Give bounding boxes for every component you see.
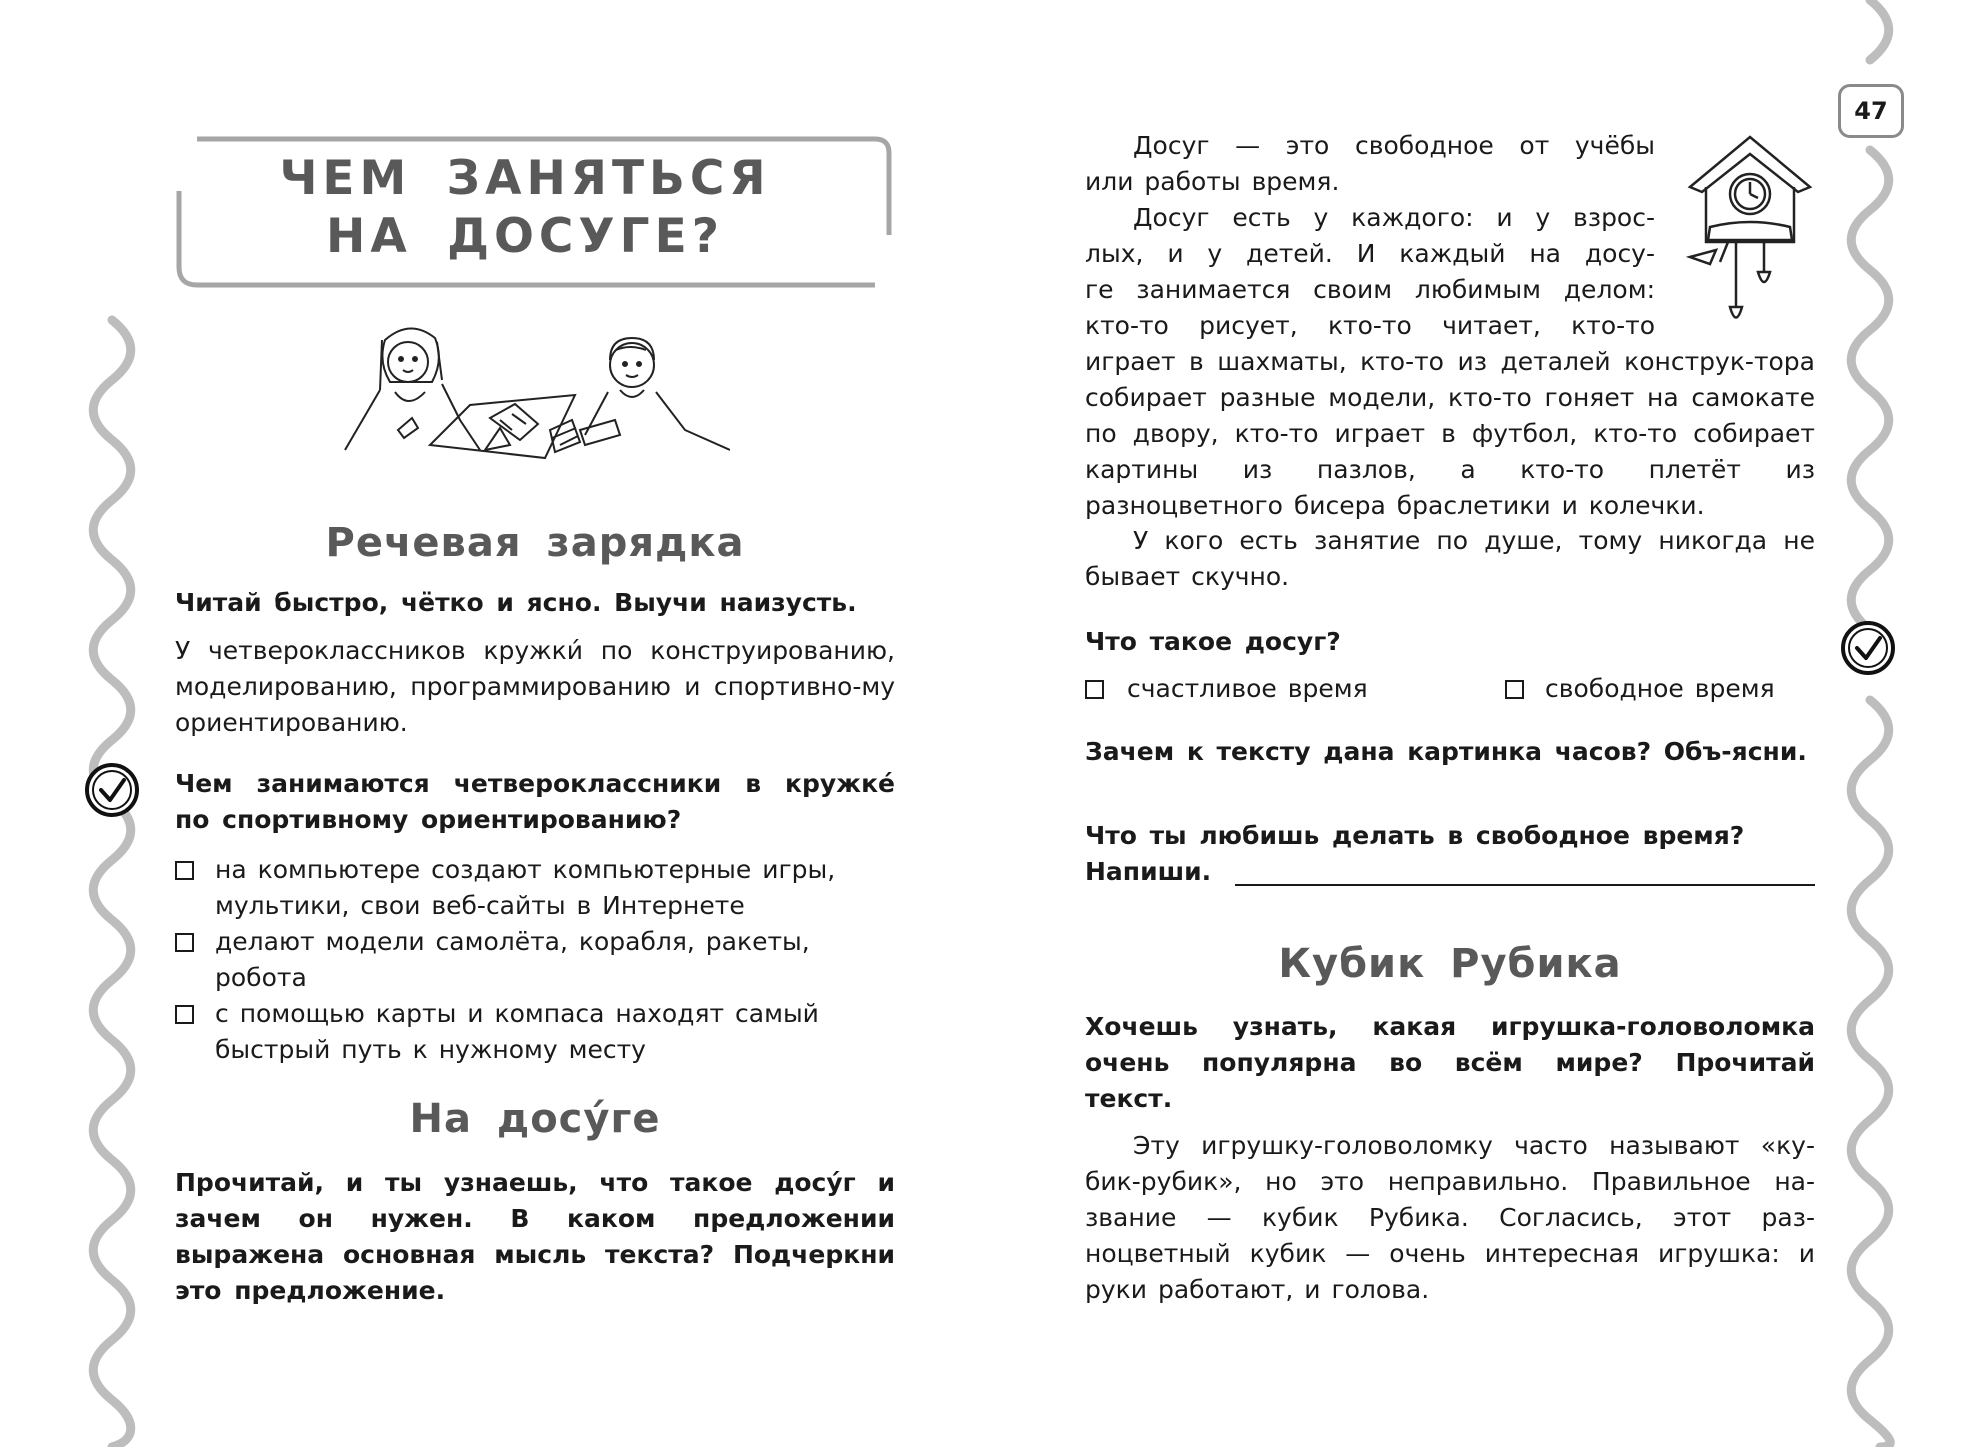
section-heading-na-dosuge: На досу́ге [409, 1096, 661, 1142]
checkbox-icon[interactable] [175, 1005, 194, 1024]
kubik-instruction: Хочешь узнать, какая игрушка-головоломка очень популярна во всём мире? Прочитай текст. [1085, 1012, 1815, 1113]
question-why-clock: Зачем к тексту дана картинка часов? Объ-ясни. [1085, 737, 1807, 766]
cuckoo-clock-illustration [1680, 132, 1820, 332]
page-title [195, 150, 855, 266]
title-line-1: ЧЕМ ЗАНЯТЬСЯ [279, 151, 771, 206]
right-wavy-border [1840, 0, 1900, 1447]
option-1-line-1: на компьютере создают компьютерные игры, [215, 855, 836, 884]
checkbox-icon[interactable] [1505, 680, 1524, 699]
option-3-line-1: с помощью карты и компаса находят самый [215, 999, 819, 1028]
para2-line-2: лых, и у детей. И каждый на досу- [1085, 239, 1655, 268]
write-label: Напиши. [1085, 857, 1212, 886]
rechevaya-instruction: Читай быстро, чётко и ясно. Выучи наизусть. [175, 588, 857, 617]
answer-line[interactable] [1235, 884, 1815, 886]
checkmark-icon [84, 762, 140, 818]
section-heading-rechevaya: Речевая зарядка [325, 520, 745, 566]
kubik-text-body: Эту игрушку-головоломку часто называют «ку-бик-рубик», но это неправильно. Правильное на-звание — кубик Рубика. Согласись, этот раз-ноцветный кубик — очень интересная игрушка: и руки работают, и голова. [1085, 1131, 1815, 1304]
q1-option-1-label: счастливое время [1127, 674, 1368, 703]
rechevaya-question: Чем занимаются четвероклассники в кружке́ по спортивному ориентированию? [175, 769, 895, 834]
para2-line-1: Досуг есть у каждого: и у взрос- [1133, 203, 1655, 232]
page-number: 47 [1838, 84, 1904, 138]
question-free-time: Что ты любишь делать в свободное время? [1085, 821, 1745, 850]
checkbox-icon[interactable] [1085, 680, 1104, 699]
checkbox-icon[interactable] [175, 933, 194, 952]
q1-option-2-label: свободное время [1545, 674, 1775, 703]
title-line-2: НА ДОСУГЕ? [326, 209, 724, 264]
section-heading-kubik: Кубик Рубика [1278, 941, 1622, 987]
option-1-line-2: мультики, свои веб-сайты в Интернете [215, 891, 745, 920]
para2-line-4: кто-то рисует, кто-то читает, кто-то [1085, 311, 1655, 340]
para1-line-1: Досуг — это свободное от учёбы [1133, 131, 1655, 160]
option-2-line-1: делают модели самолёта, корабля, ракеты, [215, 927, 810, 956]
question-what-is-dosug: Что такое досуг? [1085, 627, 1341, 656]
left-wavy-border [82, 0, 142, 1447]
na-dosuge-instruction: Прочитай, и ты узнаешь, что такое досу́г и зачем он нужен. В каком предложении выражена основная мысль текста? Подчеркни это предложение. [175, 1168, 895, 1305]
dosug-paragraph-3 [1085, 523, 1815, 595]
para1-line-2: или работы время. [1085, 167, 1340, 196]
para3-text: У кого есть занятие по душе, тому никогда не бывает скучно. [1085, 526, 1815, 591]
checkmark-icon [1840, 620, 1896, 676]
option-3-line-2: быстрый путь к нужному месту [215, 1035, 646, 1064]
dosug-paragraph-2-rest: играет в шахматы, кто-то из деталей конструк-тора собирает разные модели, кто-то гоняет на самокате по двору, кто-то играет в футбол, кто-то собирает картины из пазлов, а кто-то плетёт из разноцветного бисера браслетики и колечки. [1085, 347, 1815, 520]
dosug-paragraph-2-top [1085, 200, 1655, 344]
checkbox-icon[interactable] [175, 861, 194, 880]
option-2-line-2: робота [215, 963, 307, 992]
rechevaya-text: У четвероклассников кружки́ по конструированию, моделированию, программированию и спортивно-му ориентированию. [175, 636, 895, 737]
dosug-paragraph-1 [1085, 128, 1655, 200]
children-illustration [340, 320, 730, 470]
para2-line-3: ге занимается своим любимым делом: [1085, 275, 1655, 304]
kubik-text [1085, 1128, 1815, 1308]
